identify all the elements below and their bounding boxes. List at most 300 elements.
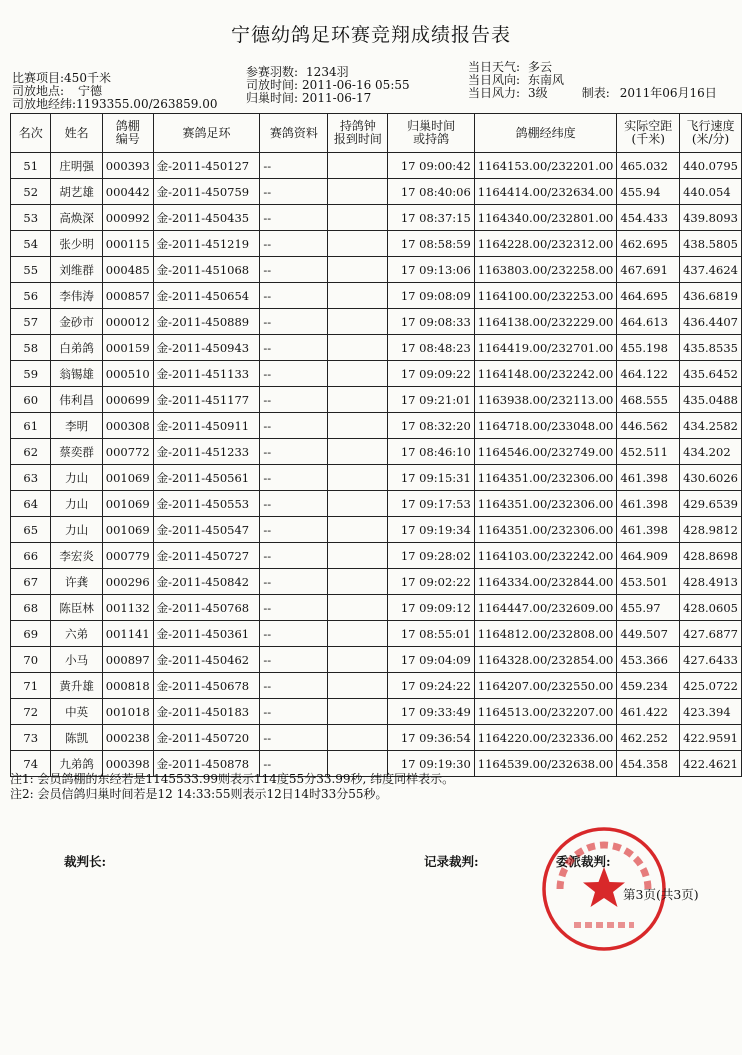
table-row xyxy=(11,595,742,621)
table-cell: 459.234 xyxy=(617,673,680,699)
table-cell: 金-2011-450727 xyxy=(153,543,260,569)
table-cell: 17 09:08:33 xyxy=(388,309,474,335)
table-cell: 438.5805 xyxy=(680,231,742,257)
table-cell: 464.122 xyxy=(617,361,680,387)
table-cell: 1164220.00/232336.00 xyxy=(474,725,617,751)
note-2: 注2: 会员信鸽归巢时间若是12 14:33:55则表示12日14时33分55秒。 xyxy=(10,787,388,801)
table-row xyxy=(11,647,742,673)
table-cell: 金-2011-451133 xyxy=(153,361,260,387)
table-cell: 黄升雄 xyxy=(51,673,102,699)
table-cell: 六弟 xyxy=(51,621,102,647)
table-cell: 金-2011-450127 xyxy=(153,153,260,179)
event-value: 450千米 xyxy=(64,71,111,85)
table-cell: 17 09:13:06 xyxy=(388,257,474,283)
table-cell: 69 xyxy=(11,621,51,647)
table-cell: 001069 xyxy=(102,491,153,517)
table-cell xyxy=(328,699,388,725)
table-cell: 455.94 xyxy=(617,179,680,205)
table-cell: -- xyxy=(260,283,328,309)
results-table xyxy=(10,113,742,777)
table-cell: -- xyxy=(260,335,328,361)
table-cell: 金-2011-450878 xyxy=(153,751,260,777)
column-header: 实际空距 (千米) xyxy=(617,114,680,153)
table-cell xyxy=(328,465,388,491)
table-cell: 001069 xyxy=(102,465,153,491)
table-row xyxy=(11,439,742,465)
table-cell: 17 09:28:02 xyxy=(388,543,474,569)
coords-value: 1193355.00/263859.00 xyxy=(76,97,218,111)
table-cell: -- xyxy=(260,647,328,673)
table-cell: 000485 xyxy=(102,257,153,283)
table-cell: 453.501 xyxy=(617,569,680,595)
table-cell: 453.366 xyxy=(617,647,680,673)
column-header: 归巢时间 或持鸽 xyxy=(388,114,474,153)
table-cell xyxy=(328,621,388,647)
weather-label: 当日天气: xyxy=(468,60,521,74)
table-row xyxy=(11,517,742,543)
table-cell: 1164334.00/232844.00 xyxy=(474,569,617,595)
table-cell: 1164539.00/232638.00 xyxy=(474,751,617,777)
table-cell: 58 xyxy=(11,335,51,361)
table-row xyxy=(11,153,742,179)
table-cell: 陈臣林 xyxy=(51,595,102,621)
table-cell xyxy=(328,517,388,543)
table-cell: 金砂市 xyxy=(51,309,102,335)
table-cell: 1164351.00/232306.00 xyxy=(474,465,617,491)
table-row xyxy=(11,335,742,361)
table-cell: 465.032 xyxy=(617,153,680,179)
table-cell xyxy=(328,725,388,751)
table-cell: 金-2011-450768 xyxy=(153,595,260,621)
table-cell: 461.398 xyxy=(617,491,680,517)
column-header: 赛鸽足环 xyxy=(153,114,260,153)
table-row xyxy=(11,673,742,699)
table-cell: -- xyxy=(260,231,328,257)
table-cell: 434.2582 xyxy=(680,413,742,439)
table-cell: 1164414.00/232634.00 xyxy=(474,179,617,205)
column-header: 鸽棚经纬度 xyxy=(474,114,617,153)
count-label: 参赛羽数: xyxy=(246,65,299,79)
table-cell: 金-2011-450654 xyxy=(153,283,260,309)
table-cell: 1164351.00/232306.00 xyxy=(474,517,617,543)
table-cell: -- xyxy=(260,205,328,231)
table-cell: -- xyxy=(260,517,328,543)
table-cell: 000398 xyxy=(102,751,153,777)
table-cell: 1164153.00/232201.00 xyxy=(474,153,617,179)
table-cell: 72 xyxy=(11,699,51,725)
table-row xyxy=(11,387,742,413)
table-cell: 428.9812 xyxy=(680,517,742,543)
place-label: 司放地点: xyxy=(12,84,65,98)
table-cell: 435.6452 xyxy=(680,361,742,387)
table-cell: 439.8093 xyxy=(680,205,742,231)
return-value: 2011-06-17 xyxy=(302,91,372,105)
release-value: 2011-06-16 05:55 xyxy=(302,78,410,92)
table-cell: 17 09:33:49 xyxy=(388,699,474,725)
table-cell: 17 08:55:01 xyxy=(388,621,474,647)
table-cell: 1164812.00/232808.00 xyxy=(474,621,617,647)
table-cell xyxy=(328,309,388,335)
table-cell: 440.0795 xyxy=(680,153,742,179)
table-cell: 464.613 xyxy=(617,309,680,335)
table-cell: 000857 xyxy=(102,283,153,309)
table-cell xyxy=(328,647,388,673)
table-cell: 金-2011-451177 xyxy=(153,387,260,413)
table-cell: 1164718.00/233048.00 xyxy=(474,413,617,439)
table-cell: 436.4407 xyxy=(680,309,742,335)
table-cell: 461.398 xyxy=(617,517,680,543)
table-cell: 428.0605 xyxy=(680,595,742,621)
table-cell: 李伟涛 xyxy=(51,283,102,309)
table-cell: 17 09:36:54 xyxy=(388,725,474,751)
table-cell: -- xyxy=(260,439,328,465)
table-cell: 435.0488 xyxy=(680,387,742,413)
table-cell: 17 09:02:22 xyxy=(388,569,474,595)
table-cell: -- xyxy=(260,257,328,283)
table-cell: -- xyxy=(260,179,328,205)
table-cell: 001141 xyxy=(102,621,153,647)
table-cell: 464.909 xyxy=(617,543,680,569)
table-cell: 000897 xyxy=(102,647,153,673)
table-cell: 金-2011-451233 xyxy=(153,439,260,465)
column-header: 飞行速度 (米/分) xyxy=(680,114,742,153)
table-cell: 力山 xyxy=(51,465,102,491)
table-cell: 17 09:09:22 xyxy=(388,361,474,387)
table-cell: 437.4624 xyxy=(680,257,742,283)
release-label: 司放时间: xyxy=(246,78,299,92)
table-cell: 428.8698 xyxy=(680,543,742,569)
table-cell: -- xyxy=(260,491,328,517)
table-cell: -- xyxy=(260,673,328,699)
table-cell: 464.695 xyxy=(617,283,680,309)
table-cell: 1164148.00/232242.00 xyxy=(474,361,617,387)
table-cell xyxy=(328,179,388,205)
table-cell: 000779 xyxy=(102,543,153,569)
table-cell: 陈凯 xyxy=(51,725,102,751)
table-cell: 金-2011-450842 xyxy=(153,569,260,595)
table-row xyxy=(11,543,742,569)
notes xyxy=(10,772,454,802)
table-cell: 428.4913 xyxy=(680,569,742,595)
table-cell: 李明 xyxy=(51,413,102,439)
table-cell: 九弟鸽 xyxy=(51,751,102,777)
table-cell: 55 xyxy=(11,257,51,283)
table-cell: 伟利昌 xyxy=(51,387,102,413)
table-cell: 67 xyxy=(11,569,51,595)
table-cell: 62 xyxy=(11,439,51,465)
table-row xyxy=(11,283,742,309)
table-cell: 468.555 xyxy=(617,387,680,413)
table-row xyxy=(11,413,742,439)
table-cell: 1163803.00/232258.00 xyxy=(474,257,617,283)
info-block-right xyxy=(468,61,717,100)
count-value: 1234羽 xyxy=(306,65,349,79)
table-cell xyxy=(328,257,388,283)
table-cell: 434.202 xyxy=(680,439,742,465)
table-cell: 金-2011-450561 xyxy=(153,465,260,491)
table-cell: 70 xyxy=(11,647,51,673)
table-cell xyxy=(328,361,388,387)
table-row xyxy=(11,361,742,387)
record-referee-label: 记录裁判: xyxy=(424,854,479,869)
table-cell: 蔡奕群 xyxy=(51,439,102,465)
table-cell: 461.422 xyxy=(617,699,680,725)
table-cell: 462.695 xyxy=(617,231,680,257)
table-cell: 449.507 xyxy=(617,621,680,647)
seal-star-icon xyxy=(583,867,625,907)
table-cell: 金-2011-450553 xyxy=(153,491,260,517)
wind-force-label: 当日风力: xyxy=(468,86,521,100)
table-cell: 462.252 xyxy=(617,725,680,751)
table-cell: 455.97 xyxy=(617,595,680,621)
table-cell: -- xyxy=(260,309,328,335)
table-cell: 17 09:24:22 xyxy=(388,673,474,699)
table-cell: 000308 xyxy=(102,413,153,439)
table-cell: 001069 xyxy=(102,517,153,543)
table-header-row xyxy=(11,114,742,153)
table-cell: 001018 xyxy=(102,699,153,725)
table-cell: 金-2011-450943 xyxy=(153,335,260,361)
table-cell xyxy=(328,595,388,621)
table-cell: 17 08:40:06 xyxy=(388,179,474,205)
table-cell: 66 xyxy=(11,543,51,569)
place-value: 宁德 xyxy=(78,84,103,98)
table-cell xyxy=(328,439,388,465)
table-cell: 000699 xyxy=(102,387,153,413)
table-cell: 000115 xyxy=(102,231,153,257)
table-cell: 422.9591 xyxy=(680,725,742,751)
table-cell xyxy=(328,205,388,231)
table-cell: 17 08:58:59 xyxy=(388,231,474,257)
note-1: 注1: 会员鸽棚的东经若是1145533.99则表示114度55分33.99秒, 纬度同样表示。 xyxy=(10,772,455,786)
table-cell: 翁锡雄 xyxy=(51,361,102,387)
table-cell: 000296 xyxy=(102,569,153,595)
table-cell: 425.0722 xyxy=(680,673,742,699)
table-cell: 17 08:46:10 xyxy=(388,439,474,465)
assigned-referee-label: 委派裁判: xyxy=(556,854,611,869)
table-cell xyxy=(328,569,388,595)
table-cell: 李宏炎 xyxy=(51,543,102,569)
table-cell: 金-2011-450361 xyxy=(153,621,260,647)
table-row xyxy=(11,725,742,751)
table-cell: 1164546.00/232749.00 xyxy=(474,439,617,465)
table-cell: 金-2011-450889 xyxy=(153,309,260,335)
table-row xyxy=(11,621,742,647)
table-cell: 430.6026 xyxy=(680,465,742,491)
table-cell: 60 xyxy=(11,387,51,413)
table-cell xyxy=(328,153,388,179)
table-cell: -- xyxy=(260,543,328,569)
table-cell: 001132 xyxy=(102,595,153,621)
referee-chief-label: 裁判长: xyxy=(64,854,107,869)
table-cell: 金-2011-450547 xyxy=(153,517,260,543)
table-cell: 金-2011-450759 xyxy=(153,179,260,205)
table-cell: -- xyxy=(260,751,328,777)
table-cell: 1164138.00/232229.00 xyxy=(474,309,617,335)
table-cell xyxy=(328,335,388,361)
table-cell: 庄明强 xyxy=(51,153,102,179)
table-cell: 金-2011-450678 xyxy=(153,673,260,699)
table-cell: 1164207.00/232550.00 xyxy=(474,673,617,699)
table-cell: -- xyxy=(260,569,328,595)
table-cell: 17 09:17:53 xyxy=(388,491,474,517)
table-cell xyxy=(328,673,388,699)
table-cell: 金-2011-450462 xyxy=(153,647,260,673)
report-title: 宁德幼鸽足环赛竞翔成绩报告表 xyxy=(230,24,511,46)
table-cell: 1164328.00/232854.00 xyxy=(474,647,617,673)
table-cell: 1164340.00/232801.00 xyxy=(474,205,617,231)
table-cell xyxy=(328,413,388,439)
table-row xyxy=(11,465,742,491)
table-cell: 17 08:37:15 xyxy=(388,205,474,231)
table-cell: 金-2011-450911 xyxy=(153,413,260,439)
table-cell: 52 xyxy=(11,179,51,205)
table-cell xyxy=(328,283,388,309)
table-cell: 1164351.00/232306.00 xyxy=(474,491,617,517)
made-value: 2011年06月16日 xyxy=(619,86,717,100)
table-cell: 17 08:48:23 xyxy=(388,335,474,361)
table-cell: 17 09:04:09 xyxy=(388,647,474,673)
made-label: 制表: xyxy=(581,86,610,100)
table-cell: 452.511 xyxy=(617,439,680,465)
table-cell: 小马 xyxy=(51,647,102,673)
table-cell: 436.6819 xyxy=(680,283,742,309)
table-cell: 000772 xyxy=(102,439,153,465)
table-cell: -- xyxy=(260,465,328,491)
table-cell: -- xyxy=(260,387,328,413)
table-cell: 17 09:19:30 xyxy=(388,751,474,777)
table-cell: 1163938.00/232113.00 xyxy=(474,387,617,413)
table-cell xyxy=(328,491,388,517)
table-cell: 17 09:08:09 xyxy=(388,283,474,309)
table-cell: 454.358 xyxy=(617,751,680,777)
table-cell: 427.6433 xyxy=(680,647,742,673)
table-cell: 440.054 xyxy=(680,179,742,205)
column-header: 姓名 xyxy=(51,114,102,153)
table-cell: 金-2011-450720 xyxy=(153,725,260,751)
table-cell: 17 09:21:01 xyxy=(388,387,474,413)
table-cell: 17 09:15:31 xyxy=(388,465,474,491)
table-cell xyxy=(328,231,388,257)
table-cell: 17 09:19:34 xyxy=(388,517,474,543)
table-cell: 467.691 xyxy=(617,257,680,283)
table-row xyxy=(11,257,742,283)
column-header: 赛鸽资料 xyxy=(260,114,328,153)
table-cell: 461.398 xyxy=(617,465,680,491)
table-cell: -- xyxy=(260,153,328,179)
table-cell: 64 xyxy=(11,491,51,517)
table-cell: 000992 xyxy=(102,205,153,231)
column-header: 持鸽钟 报到时间 xyxy=(328,114,388,153)
table-cell: -- xyxy=(260,699,328,725)
table-cell: -- xyxy=(260,413,328,439)
table-cell: 17 08:32:20 xyxy=(388,413,474,439)
table-cell: 53 xyxy=(11,205,51,231)
table-cell: 68 xyxy=(11,595,51,621)
table-cell: 71 xyxy=(11,673,51,699)
table-cell: 金-2011-451068 xyxy=(153,257,260,283)
table-cell: 446.562 xyxy=(617,413,680,439)
table-cell: -- xyxy=(260,595,328,621)
table-cell: 1164100.00/232253.00 xyxy=(474,283,617,309)
table-row xyxy=(11,231,742,257)
table-cell: 63 xyxy=(11,465,51,491)
info-block-middle xyxy=(246,66,410,105)
table-cell xyxy=(328,387,388,413)
table-cell: 1164419.00/232701.00 xyxy=(474,335,617,361)
table-cell: 429.6539 xyxy=(680,491,742,517)
table-cell: 000818 xyxy=(102,673,153,699)
table-cell: 000159 xyxy=(102,335,153,361)
table-cell: 张少明 xyxy=(51,231,102,257)
table-cell: 金-2011-450183 xyxy=(153,699,260,725)
table-cell: 许龚 xyxy=(51,569,102,595)
table-cell: 61 xyxy=(11,413,51,439)
table-cell: 000012 xyxy=(102,309,153,335)
table-cell: 51 xyxy=(11,153,51,179)
table-cell: 1164228.00/232312.00 xyxy=(474,231,617,257)
table-cell: 454.433 xyxy=(617,205,680,231)
table-cell: 1164103.00/232242.00 xyxy=(474,543,617,569)
table-cell: 金-2011-451219 xyxy=(153,231,260,257)
table-cell: 胡艺雄 xyxy=(51,179,102,205)
table-cell: 高焕深 xyxy=(51,205,102,231)
table-cell: 力山 xyxy=(51,517,102,543)
table-row xyxy=(11,699,742,725)
table-cell: 56 xyxy=(11,283,51,309)
table-cell: 金-2011-450435 xyxy=(153,205,260,231)
table-cell: 74 xyxy=(11,751,51,777)
table-row xyxy=(11,491,742,517)
info-block-left xyxy=(12,72,218,111)
table-cell: 65 xyxy=(11,517,51,543)
table-cell: 刘维群 xyxy=(51,257,102,283)
column-header: 鸽棚 编号 xyxy=(102,114,153,153)
event-label: 比赛项目: xyxy=(12,71,65,85)
table-cell: 17 09:09:12 xyxy=(388,595,474,621)
page-number: 第3页(共3页) xyxy=(623,887,699,902)
return-label: 归巢时间: xyxy=(246,91,299,105)
table-cell: 力山 xyxy=(51,491,102,517)
table-cell: 000442 xyxy=(102,179,153,205)
wind-dir-label: 当日风向: xyxy=(468,73,521,87)
table-cell: -- xyxy=(260,725,328,751)
wind-force-value: 3级 xyxy=(528,86,548,100)
table-cell: 中英 xyxy=(51,699,102,725)
table-cell: 59 xyxy=(11,361,51,387)
table-cell: 423.394 xyxy=(680,699,742,725)
table-row xyxy=(11,569,742,595)
table-cell xyxy=(328,543,388,569)
table-cell: 455.198 xyxy=(617,335,680,361)
wind-dir-value: 东南风 xyxy=(528,73,565,87)
table-cell: 435.8535 xyxy=(680,335,742,361)
table-cell: 白弟鸽 xyxy=(51,335,102,361)
table-cell: 54 xyxy=(11,231,51,257)
weather-value: 多云 xyxy=(528,60,553,74)
table-cell: 000393 xyxy=(102,153,153,179)
column-header: 名次 xyxy=(11,114,51,153)
table-cell: 427.6877 xyxy=(680,621,742,647)
table-cell: 73 xyxy=(11,725,51,751)
coords-label: 司放地经纬: xyxy=(12,97,77,111)
table-cell: -- xyxy=(260,621,328,647)
table-cell: 000238 xyxy=(102,725,153,751)
table-cell: 000510 xyxy=(102,361,153,387)
table-cell: 1164513.00/232207.00 xyxy=(474,699,617,725)
table-cell: 1164447.00/232609.00 xyxy=(474,595,617,621)
table-row xyxy=(11,309,742,335)
